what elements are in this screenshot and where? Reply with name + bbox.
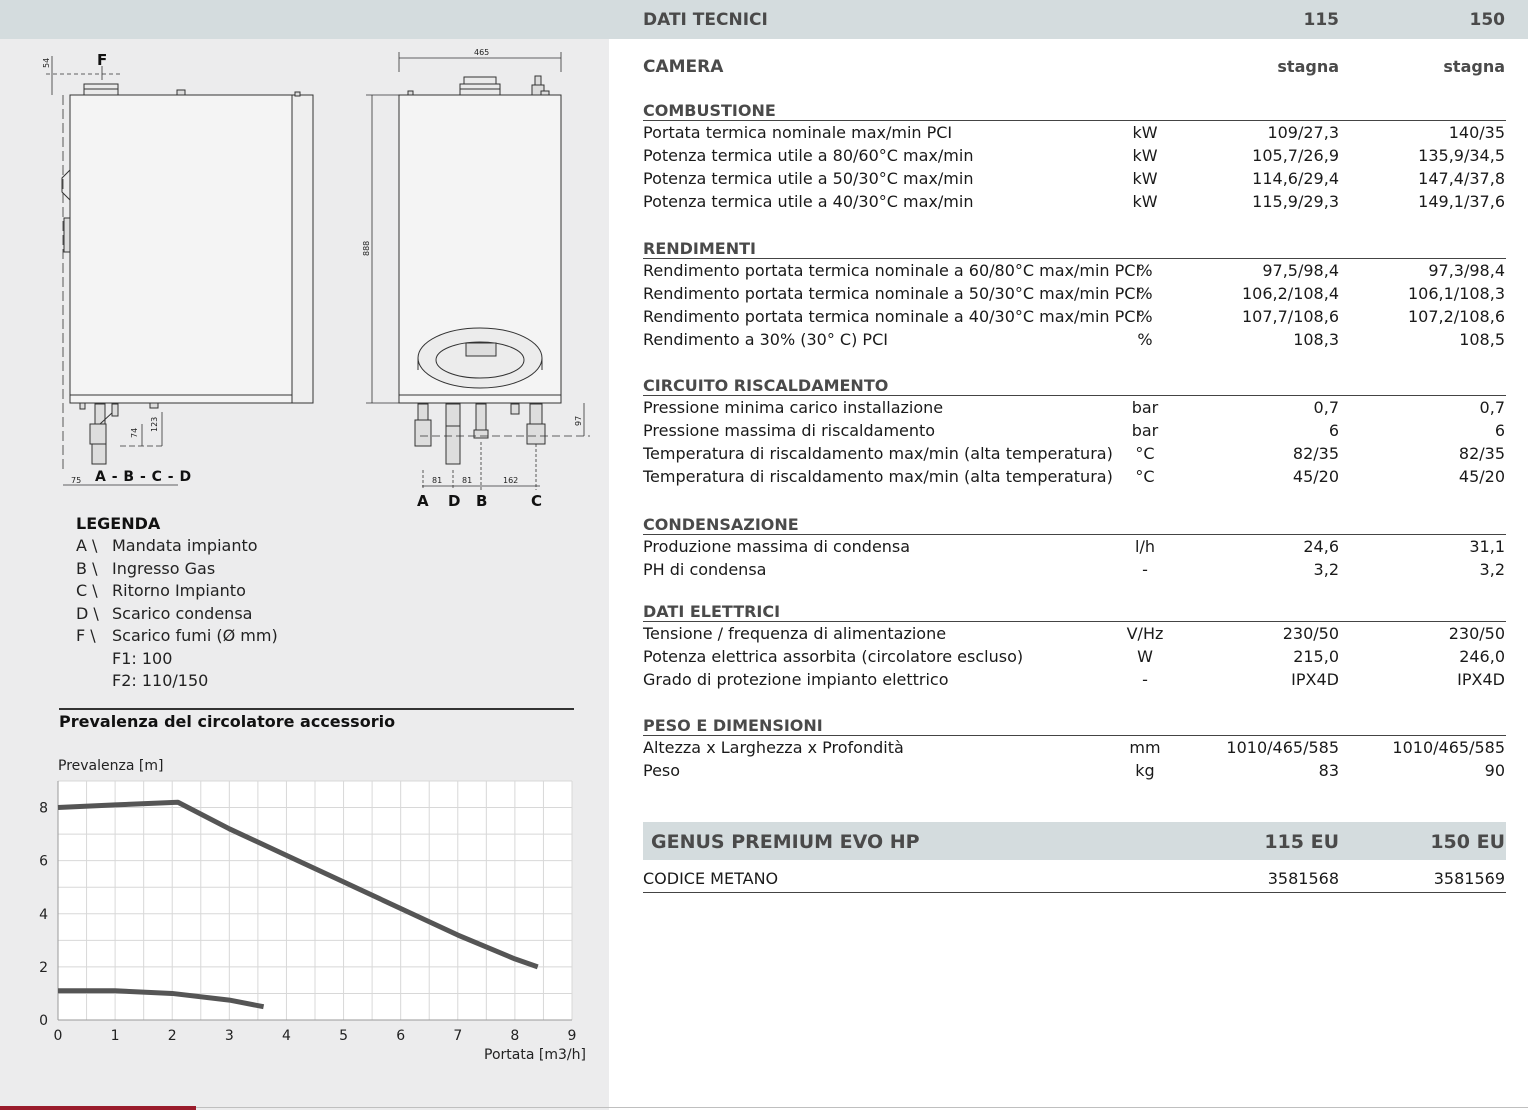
connection-label-b: B: [476, 492, 488, 510]
side-connections-label: A - B - C - D: [95, 469, 192, 485]
row-value-115: 109/27,3: [1267, 123, 1339, 142]
chart-x-tick-label: 8: [510, 1028, 520, 1044]
row-value-115: 3,2: [1313, 560, 1339, 579]
row-value-115: IPX4D: [1291, 670, 1339, 689]
legend-text: Scarico condensa: [112, 603, 253, 623]
codice-label: CODICE METANO: [643, 869, 779, 888]
codice-value-150: 3581569: [1433, 869, 1505, 888]
row-value-115: 107,7/108,6: [1242, 307, 1339, 326]
product-bar: [643, 822, 1506, 860]
row-value-115: 45/20: [1292, 467, 1339, 486]
footer-rule: [196, 1107, 1528, 1108]
chart-x-tick-label: 5: [339, 1028, 349, 1044]
chart-y-tick-label: 6: [39, 853, 48, 870]
row-value-150: 97,3/98,4: [1428, 261, 1505, 280]
footer-accent-bar: [0, 1106, 196, 1110]
legend-key: A \: [76, 536, 98, 555]
camera-value-115: stagna: [1277, 57, 1339, 76]
chart-y-tick-label: 8: [39, 800, 48, 817]
chart-x-tick-label: 2: [167, 1028, 177, 1044]
legend-key: C \: [76, 581, 98, 600]
codice-rule: [643, 892, 1506, 893]
section-title: RENDIMENTI: [643, 239, 756, 258]
chart-x-tick-label: 9: [567, 1028, 577, 1044]
camera-value-150: stagna: [1443, 57, 1505, 76]
chart-x-axis-label: Portata [m3/h]: [484, 1047, 586, 1063]
row-value-150: 140/35: [1448, 123, 1505, 142]
row-unit: -: [1142, 670, 1148, 689]
row-label: Rendimento portata termica nominale a 50/30°C max/min PCI: [643, 284, 1141, 303]
dim-97: 97: [574, 415, 583, 426]
legend-title: LEGENDA: [76, 514, 161, 533]
row-label: Potenza termica utile a 80/60°C max/min: [643, 146, 974, 165]
product-col2: 150 EU: [1430, 831, 1505, 853]
row-label: Potenza termica utile a 50/30°C max/min: [643, 169, 974, 188]
row-unit: %: [1137, 284, 1153, 303]
row-label: Produzione massima di condensa: [643, 537, 911, 556]
dim-top-offset: 54: [42, 57, 51, 68]
row-value-150: 0,7: [1479, 398, 1505, 417]
chart-y-tick-label: 0: [39, 1013, 48, 1029]
connection-label-a: A: [417, 492, 429, 510]
connection-label-c: C: [531, 492, 543, 510]
row-value-150: 149,1/37,6: [1418, 192, 1505, 211]
row-unit: °C: [1135, 444, 1155, 463]
row-unit: l/h: [1135, 537, 1155, 556]
row-label: Tensione / frequenza di alimentazione: [643, 624, 947, 643]
row-value-115: 0,7: [1313, 398, 1339, 417]
legend-text: Ritorno Impianto: [112, 581, 246, 600]
row-value-150: 135,9/34,5: [1418, 146, 1505, 165]
legend-key: D \: [76, 603, 99, 623]
row-label: Temperatura di riscaldamento max/min (alta temperatura): [643, 444, 1113, 463]
row-label: Pressione massima di riscaldamento: [643, 421, 936, 440]
row-unit: %: [1137, 307, 1153, 326]
legend-key: B \: [76, 558, 98, 578]
row-value-115: 215,0: [1293, 647, 1339, 666]
section-title: CIRCUITO RISCALDAMENTO: [643, 376, 889, 395]
row-value-115: 83: [1318, 761, 1339, 780]
row-label: Altezza x Larghezza x Profondità: [643, 738, 904, 757]
row-value-150: 107,2/108,6: [1408, 307, 1505, 326]
row-value-115: 115,9/29,3: [1252, 192, 1339, 211]
row-value-150: 147,4/37,8: [1418, 169, 1505, 188]
row-label: Grado di protezione impianto elettrico: [643, 670, 949, 689]
row-value-115: 97,5/98,4: [1262, 261, 1339, 280]
chart-x-tick-label: 6: [396, 1028, 406, 1044]
dim-74: 74: [130, 427, 139, 438]
row-unit: %: [1137, 261, 1153, 280]
row-value-115: 82/35: [1292, 444, 1339, 463]
row-label: Potenza elettrica assorbita (circolatore escluso): [643, 647, 1024, 666]
row-label: PH di condensa: [643, 560, 767, 579]
legend-text: Ingresso Gas: [112, 558, 216, 578]
chart-y-tick-label: 4: [39, 906, 48, 923]
row-value-150: 230/50: [1448, 624, 1505, 643]
row-value-150: IPX4D: [1457, 670, 1505, 689]
product-name: GENUS PREMIUM EVO HP: [651, 831, 920, 853]
dim-width: 465: [474, 48, 490, 57]
legend-sub-item: F1: 100: [112, 648, 173, 668]
row-label: Pressione minima carico installazione: [643, 398, 944, 417]
row-value-115: 230/50: [1282, 624, 1339, 643]
row-unit: bar: [1131, 421, 1159, 440]
row-value-150: 1010/465/585: [1392, 738, 1505, 757]
row-value-115: 105,7/26,9: [1252, 146, 1339, 165]
row-label: Temperatura di riscaldamento max/min (alta temperatura): [643, 467, 1113, 486]
connection-label-d: D: [448, 492, 461, 510]
chart-x-tick-label: 3: [224, 1028, 234, 1044]
section-title: PESO E DIMENSIONI: [643, 716, 823, 735]
row-unit: bar: [1131, 398, 1159, 417]
section-rule: [643, 395, 1506, 396]
dim-162: 162: [503, 476, 519, 485]
section-rule: [643, 534, 1506, 535]
row-value-115: 24,6: [1303, 537, 1339, 556]
dim-81a: 81: [432, 476, 443, 485]
row-value-115: 108,3: [1293, 330, 1339, 349]
row-unit: kW: [1132, 123, 1158, 142]
row-label: Rendimento portata termica nominale a 40/30°C max/min PCI: [643, 307, 1141, 326]
row-value-150: 108,5: [1459, 330, 1505, 349]
chart-y-axis-label: Prevalenza [m]: [58, 758, 164, 774]
row-value-150: 90: [1484, 761, 1505, 780]
camera-label: CAMERA: [643, 57, 724, 77]
legend-key: F \: [76, 626, 96, 645]
row-unit: -: [1142, 560, 1148, 579]
row-unit: kW: [1132, 169, 1158, 188]
chart-x-tick-label: 1: [110, 1028, 120, 1044]
row-value-150: 3,2: [1479, 560, 1505, 579]
dim-75: 75: [71, 476, 82, 485]
section-rule: [643, 735, 1506, 736]
row-value-115: 6: [1328, 421, 1339, 440]
row-value-115: 114,6/29,4: [1252, 169, 1339, 188]
row-label: Portata termica nominale max/min PCI: [643, 123, 953, 142]
section-title: COMBUSTIONE: [643, 101, 776, 120]
dim-81b: 81: [462, 476, 473, 485]
row-value-150: 6: [1494, 421, 1505, 440]
table-header-bar: [609, 0, 1528, 39]
row-value-115: 1010/465/585: [1226, 738, 1339, 757]
row-label: Rendimento a 30% (30° C) PCI: [643, 330, 888, 349]
row-value-150: 31,1: [1469, 537, 1505, 556]
row-unit: W: [1137, 647, 1153, 666]
row-value-150: 106,1/108,3: [1408, 284, 1505, 303]
flue-label-f: F: [97, 51, 108, 69]
dim-123: 123: [150, 416, 159, 432]
product-col1: 115 EU: [1264, 831, 1339, 853]
section-title: DATI ELETTRICI: [643, 602, 781, 621]
legend-text: Mandata impianto: [112, 536, 258, 555]
row-unit: kg: [1135, 761, 1155, 780]
row-label: Peso: [643, 761, 681, 780]
chart-x-tick-label: 7: [453, 1028, 463, 1044]
section-rule: [643, 621, 1506, 622]
row-unit: %: [1137, 330, 1153, 349]
pump-head-chart: [0, 0, 609, 1110]
dim-height: 888: [362, 240, 371, 256]
section-title: CONDENSAZIONE: [643, 515, 799, 534]
legend-text: Scarico fumi (Ø mm): [112, 626, 278, 645]
table-header-title: DATI TECNICI: [643, 10, 768, 30]
codice-value-115: 3581568: [1267, 869, 1339, 888]
row-value-115: 106,2/108,4: [1242, 284, 1339, 303]
chart-x-tick-label: 4: [281, 1028, 291, 1044]
legend-sub-item: F2: 110/150: [112, 671, 209, 690]
chart-title: Prevalenza del circolatore accessorio: [59, 712, 396, 731]
row-label: Rendimento portata termica nominale a 60/80°C max/min PCI: [643, 261, 1141, 280]
section-rule: [643, 120, 1506, 121]
row-unit: kW: [1132, 146, 1158, 165]
chart-x-tick-label: 0: [53, 1028, 63, 1044]
row-unit: mm: [1129, 738, 1161, 757]
row-value-150: 82/35: [1458, 444, 1505, 463]
row-unit: kW: [1132, 192, 1158, 211]
row-unit: V/Hz: [1126, 624, 1164, 643]
chart-y-tick-label: 2: [39, 959, 48, 976]
row-value-150: 246,0: [1459, 647, 1505, 666]
row-unit: °C: [1135, 467, 1155, 486]
table-header-col1: 115: [1303, 10, 1339, 30]
section-rule: [643, 258, 1506, 259]
row-value-150: 45/20: [1458, 467, 1505, 486]
row-label: Potenza termica utile a 40/30°C max/min: [643, 192, 974, 211]
table-header-col2: 150: [1469, 10, 1505, 30]
